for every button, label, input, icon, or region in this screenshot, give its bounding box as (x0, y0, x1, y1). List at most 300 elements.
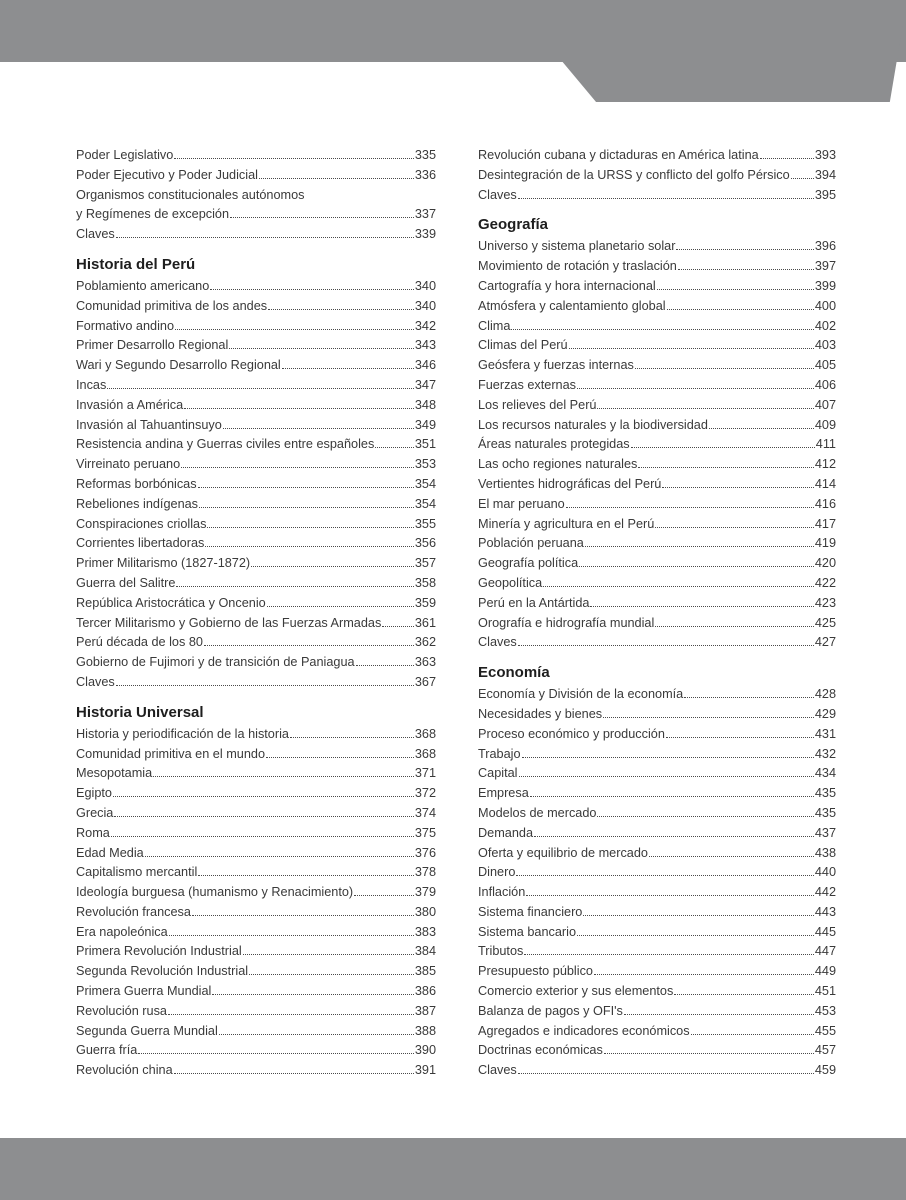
toc-entry-title: Geósfera y fuerzas internas (478, 358, 634, 373)
dot-leader (184, 408, 414, 409)
dot-leader (674, 994, 814, 995)
toc-entry-page: 353 (414, 457, 436, 472)
toc-entry-page: 337 (414, 207, 436, 222)
toc-entry-page: 354 (414, 476, 436, 491)
toc-entry-title: Comercio exterior y sus elementos (478, 984, 674, 999)
dot-leader (597, 816, 813, 817)
toc-entry-title: Comunidad primitiva de los andes (76, 298, 268, 313)
section-title-economia: Economía (478, 664, 550, 682)
dot-leader (604, 1053, 814, 1054)
dot-leader (113, 796, 414, 797)
toc-entry-title: Guerra del Salitre (76, 575, 176, 590)
toc-entry-title: Invasión a América (76, 397, 184, 412)
toc-entry-title: Sistema bancario (478, 924, 577, 939)
toc-entry (478, 257, 836, 277)
dot-leader (354, 895, 414, 896)
dot-leader (249, 974, 414, 975)
dot-leader (266, 757, 414, 758)
toc-entry (478, 166, 836, 186)
toc-entry-title: Revolución china (76, 1063, 173, 1078)
dot-leader (176, 586, 413, 587)
toc-entry (76, 784, 436, 804)
toc-entry-title: Balanza de pagos y OFI's (478, 1003, 623, 1018)
toc-entry-page: 340 (414, 278, 436, 293)
toc-entry-page: 437 (814, 825, 836, 840)
toc-entry (478, 903, 836, 923)
toc-entry-title: Era napoleónica (76, 924, 168, 939)
dot-leader (243, 954, 414, 955)
toc-entry (76, 534, 436, 554)
toc-entry (76, 166, 436, 186)
toc-entry-page: 397 (814, 259, 836, 274)
dot-leader (760, 158, 814, 159)
toc-entry-title: Proceso económico y producción (478, 726, 665, 741)
toc-entry (76, 574, 436, 594)
toc-entry-page: 342 (414, 318, 436, 333)
dot-leader (585, 546, 814, 547)
dot-leader (145, 856, 414, 857)
dot-leader (175, 329, 414, 330)
toc-entry (76, 297, 436, 317)
toc-entry (478, 356, 836, 376)
toc-entry-page: 368 (414, 746, 436, 761)
toc-entry-title: Movimiento de rotación y traslación (478, 259, 677, 274)
dot-leader (691, 1034, 814, 1035)
toc-entry-page: 417 (814, 516, 836, 531)
toc-entry (76, 1022, 436, 1042)
toc-entry-title: Poblamiento americano (76, 278, 210, 293)
toc-entry (478, 146, 836, 166)
toc-entry (76, 653, 436, 673)
toc-entry (76, 1002, 436, 1022)
toc-entry-page: 383 (414, 924, 436, 939)
toc-entry-page: 453 (814, 1003, 836, 1018)
dot-leader (638, 467, 813, 468)
dot-leader (107, 388, 414, 389)
toc-entry (478, 554, 836, 574)
toc-entry-page: 407 (814, 397, 836, 412)
toc-entry-title: Conspiraciones criollas (76, 516, 207, 531)
toc-entry-page: 358 (414, 575, 436, 590)
toc-entry-page: 348 (414, 397, 436, 412)
toc-entry-page: 362 (414, 635, 436, 650)
toc-entry-page: 431 (814, 726, 836, 741)
dot-leader (375, 447, 414, 448)
toc-entry-page: 356 (414, 536, 436, 551)
toc-entry (478, 336, 836, 356)
dot-leader (116, 237, 414, 238)
dot-leader (518, 645, 814, 646)
toc-entry-title: Vertientes hidrográficas del Perú (478, 476, 662, 491)
toc-entry (478, 376, 836, 396)
toc-entry (76, 942, 436, 962)
toc-entry-page: 423 (814, 595, 836, 610)
toc-entry-title: Universo y sistema planetario solar (478, 239, 676, 254)
toc-entry (76, 962, 436, 982)
toc-entry (76, 356, 436, 376)
toc-entry-title: Primera Guerra Mundial (76, 984, 212, 999)
toc-entry-page: 422 (814, 575, 836, 590)
toc-entry-page: 435 (814, 805, 836, 820)
toc-entry (76, 804, 436, 824)
toc-entry-title: y Regímenes de excepción (76, 207, 230, 222)
dot-leader (524, 954, 813, 955)
toc-entry-title: Invasión al Tahuantinsuyo (76, 417, 222, 432)
toc-entry-title: Tercer Militarismo y Gobierno de las Fuerzas Armadas (76, 615, 382, 630)
toc-entry (478, 1061, 836, 1081)
toc-entry-page: 440 (814, 865, 836, 880)
dot-leader (649, 856, 814, 857)
dot-leader (709, 428, 814, 429)
dot-leader (267, 606, 414, 607)
dot-leader (181, 467, 414, 468)
toc-entry-title: Perú década de los 80 (76, 635, 203, 650)
toc-entry-page: 378 (414, 865, 436, 880)
toc-entry-page: 388 (414, 1023, 436, 1038)
dot-leader (569, 348, 814, 349)
toc-entry-page: 374 (414, 805, 436, 820)
toc-entry-page: 351 (414, 437, 436, 452)
toc-entry-page: 412 (814, 457, 836, 472)
header-tab-shape (562, 0, 906, 102)
toc-entry-title: Roma (76, 825, 110, 840)
dot-leader (198, 487, 414, 488)
toc-entry-page: 447 (814, 944, 836, 959)
toc-entry-page: 419 (814, 536, 836, 551)
toc-entry-title: Presupuesto público (478, 964, 593, 979)
toc-entry-page: 355 (414, 516, 436, 531)
toc-entry-title: Cartografía y hora internacional (478, 278, 656, 293)
toc-entry (478, 416, 836, 436)
toc-entry-page: 380 (414, 904, 436, 919)
toc-entry (76, 336, 436, 356)
toc-entry-page: 386 (414, 984, 436, 999)
toc-entry (76, 844, 436, 864)
dot-leader (219, 1034, 414, 1035)
toc-entry-page: 359 (414, 595, 436, 610)
toc-entry-title: Áreas naturales protegidas (478, 437, 630, 452)
section-title-historia-universal: Historia Universal (76, 703, 204, 721)
toc-entry (478, 804, 836, 824)
toc-entry (76, 1061, 436, 1081)
toc-entry (76, 186, 436, 206)
toc-entry-page: 349 (414, 417, 436, 432)
toc-entry (478, 1002, 836, 1022)
dot-leader (174, 1073, 414, 1074)
dot-leader (153, 776, 414, 777)
dot-leader (597, 408, 813, 409)
toc-entry-title: Necesidades y bienes (478, 706, 603, 721)
toc-entry (478, 725, 836, 745)
toc-entry-page: 455 (814, 1023, 836, 1038)
toc-entry-title: Claves (76, 674, 115, 689)
toc-entry (76, 594, 436, 614)
toc-entry-page: 406 (814, 377, 836, 392)
toc-entry (76, 633, 436, 653)
economia-list (478, 685, 836, 1081)
toc-entry (76, 745, 436, 765)
dot-leader (590, 606, 813, 607)
toc-entry (76, 863, 436, 883)
toc-entry-title: Minería y agricultura en el Perú (478, 516, 655, 531)
toc-entry-page: 429 (814, 706, 836, 721)
toc-entry-title: Atmósfera y calentamiento global (478, 298, 666, 313)
toc-entry-page: 390 (414, 1043, 436, 1058)
toc-entry-title: Geografía política (478, 556, 579, 571)
toc-entry-title: Climas del Perú (478, 338, 568, 353)
geografia-list (478, 237, 836, 653)
toc-entry-page: 414 (814, 476, 836, 491)
dot-leader (282, 368, 414, 369)
section-title-geografia: Geografía (478, 216, 549, 234)
toc-entry (478, 396, 836, 416)
toc-entry (76, 475, 436, 495)
toc-entry-title: Historia y periodificación de la historia (76, 726, 289, 741)
toc-entry-page: 384 (414, 944, 436, 959)
dot-leader (534, 836, 814, 837)
dot-leader (635, 368, 814, 369)
toc-entry-title: Capital (478, 766, 518, 781)
toc-entry-page: 393 (814, 148, 836, 162)
toc-entry-page: 400 (814, 298, 836, 313)
toc-entry-page: 451 (814, 984, 836, 999)
toc-entry-title: Guerra fría (76, 1043, 138, 1058)
toc-entry (478, 534, 836, 554)
dot-leader (624, 1014, 814, 1015)
dot-leader (199, 507, 414, 508)
toc-entry-title: Los recursos naturales y la biodiversidad (478, 417, 708, 432)
dot-leader (382, 626, 414, 627)
toc-entry-page: 432 (814, 746, 836, 761)
dot-leader (594, 974, 814, 975)
toc-entry-title: Resistencia andina y Guerras civiles entre españoles (76, 437, 375, 452)
toc-entry-page: 347 (414, 377, 436, 392)
toc-entry-title: Geopolítica (478, 575, 543, 590)
toc-entry (478, 982, 836, 1002)
toc-entry-title: Reformas borbónicas (76, 476, 197, 491)
toc-entry (478, 277, 836, 297)
dot-leader (631, 447, 815, 448)
toc-entry-page: 387 (414, 1003, 436, 1018)
dot-leader (204, 645, 414, 646)
dot-leader (678, 269, 814, 270)
toc-entry (76, 554, 436, 574)
toc-entry (76, 317, 436, 337)
dot-leader (268, 309, 414, 310)
toc-entry (478, 863, 836, 883)
toc-entry-title: Las ocho regiones naturales (478, 457, 638, 472)
toc-entry (478, 844, 836, 864)
toc-entry-page: 379 (414, 885, 436, 900)
toc-entry (478, 495, 836, 515)
toc-entry-page: 367 (414, 674, 436, 689)
toc-entry (76, 923, 436, 943)
toc-entry (76, 376, 436, 396)
toc-entry (76, 146, 436, 166)
toc-entry-page: 354 (414, 496, 436, 511)
dot-leader (526, 895, 814, 896)
toc-entry (76, 824, 436, 844)
dot-leader (290, 737, 414, 738)
toc-entry-page: 405 (814, 358, 836, 373)
toc-entry (76, 903, 436, 923)
toc-entry (76, 435, 436, 455)
toc-entry (478, 455, 836, 475)
toc-entry-title: Orografía e hidrografía mundial (478, 615, 655, 630)
toc-entry-page: 361 (414, 615, 436, 630)
toc-entry-page: 416 (814, 496, 836, 511)
toc-entry (478, 764, 836, 784)
toc-entry-title: Clima (478, 318, 511, 333)
toc-entry-title: Wari y Segundo Desarrollo Regional (76, 358, 281, 373)
toc-entry (76, 764, 436, 784)
dot-leader (174, 158, 413, 159)
toc-left-column (76, 146, 436, 1081)
toc-entry-page: 459 (814, 1063, 836, 1078)
dot-leader (543, 586, 814, 587)
toc-entry (478, 1041, 836, 1061)
dot-leader (655, 527, 814, 528)
toc-entry (478, 962, 836, 982)
dot-leader (516, 875, 813, 876)
dot-leader (577, 935, 814, 936)
toc-entry (76, 1041, 436, 1061)
dot-leader (662, 487, 813, 488)
toc-entry-page: 371 (414, 766, 436, 781)
toc-entry-title: Claves (478, 635, 517, 650)
toc-entry-page: 457 (814, 1043, 836, 1058)
dot-leader (583, 915, 813, 916)
toc-entry-title: Sistema financiero (478, 904, 583, 919)
dot-leader (655, 626, 814, 627)
toc-entry (76, 883, 436, 903)
dot-leader (676, 249, 813, 250)
toc-entry-title: Edad Media (76, 845, 144, 860)
toc-entry-page: 402 (814, 318, 836, 333)
toc-entry-page: 336 (414, 167, 436, 182)
toc-entry-title: Capitalismo mercantil (76, 865, 198, 880)
toc-entry (76, 225, 436, 245)
toc-entry (478, 297, 836, 317)
toc-entry-page: 372 (414, 786, 436, 801)
dot-leader (168, 1014, 414, 1015)
toc-entry-title: Claves (76, 227, 115, 242)
toc-entry-page: 403 (814, 338, 836, 353)
toc-entry-page: 438 (814, 845, 836, 860)
toc-entry-page: 434 (814, 766, 836, 781)
dot-leader (666, 737, 814, 738)
toc-entry (76, 277, 436, 297)
dot-leader (356, 665, 414, 666)
toc-entry-title: Segunda Revolución Industrial (76, 964, 249, 979)
toc-entry-page: 445 (814, 924, 836, 939)
toc-entry-page: 346 (414, 358, 436, 373)
dot-leader (259, 178, 414, 179)
toc-entry-title: Primer Desarrollo Regional (76, 338, 229, 353)
dot-leader (111, 836, 414, 837)
toc-entry (478, 614, 836, 634)
toc-entry-page: 335 (414, 148, 436, 162)
dot-leader (138, 1053, 413, 1054)
toc-entry (76, 614, 436, 634)
toc-entry-title: Población peruana (478, 536, 584, 551)
toc-entry-page: 435 (814, 786, 836, 801)
toc-entry-title: Doctrinas económicas (478, 1043, 603, 1058)
dot-leader (566, 507, 814, 508)
toc-entry (478, 685, 836, 705)
dot-leader (230, 217, 414, 218)
toc-entry (478, 317, 836, 337)
dot-leader (116, 685, 414, 686)
toc-entry-title: Empresa (478, 786, 529, 801)
toc-entry-title: Fuerzas externas (478, 377, 577, 392)
toc-entry-title: Poder Legislativo (76, 148, 174, 162)
toc-entry-title: Comunidad primitiva en el mundo (76, 746, 265, 761)
historia-peru-list (76, 277, 436, 693)
toc-entry (478, 784, 836, 804)
toc-entry-page: 443 (814, 904, 836, 919)
toc-entry-page: 449 (814, 964, 836, 979)
toc-entry (478, 186, 836, 206)
toc-entry-page: 391 (414, 1063, 436, 1078)
toc-entry-title: Revolución rusa (76, 1003, 167, 1018)
toc-entry-title: Grecia (76, 805, 114, 820)
toc-entry (478, 705, 836, 725)
toc-entry-title: Los relieves del Perú (478, 397, 597, 412)
toc-entry-page: 409 (814, 417, 836, 432)
toc-entry-page: 376 (414, 845, 436, 860)
dot-leader (207, 527, 413, 528)
dot-leader (603, 717, 814, 718)
toc-entry (478, 883, 836, 903)
toc-entry-page: 399 (814, 278, 836, 293)
toc-entry-title: Formativo andino (76, 318, 175, 333)
toc-entry-title: Tributos (478, 944, 524, 959)
dot-leader (192, 915, 414, 916)
toc-entry-page: 428 (814, 687, 836, 702)
toc-entry-title: Economía y División de la economía (478, 687, 684, 702)
toc-entry (478, 923, 836, 943)
toc-entry (478, 942, 836, 962)
toc-entry-title: Revolución francesa (76, 904, 191, 919)
toc-entry-title: Trabajo (478, 746, 521, 761)
toc-entry-page: 396 (814, 239, 836, 254)
toc-entry (76, 725, 436, 745)
toc-entry-page: 442 (814, 885, 836, 900)
toc-entry-title: Virreinato peruano (76, 457, 181, 472)
toc-entry (76, 416, 436, 436)
toc-entry-title: Modelos de mercado (478, 805, 597, 820)
toc-entry-page: 343 (414, 338, 436, 353)
dot-leader (198, 875, 414, 876)
toc-entry-title: Egipto (76, 786, 112, 801)
dot-leader (791, 178, 814, 179)
toc-entry-title: Dinero (478, 865, 516, 880)
toc-entry-title: Gobierno de Fujimori y de transición de Paniagua (76, 655, 355, 670)
dot-leader (577, 388, 814, 389)
toc-entry-title: Mesopotamia (76, 766, 153, 781)
toc-entry-page: 420 (814, 556, 836, 571)
toc-entry (76, 455, 436, 475)
toc-entry-page: 339 (414, 227, 436, 242)
toc-entry-page: 357 (414, 556, 436, 571)
toc-entry-title: Oferta y equilibrio de mercado (478, 845, 648, 860)
toc-entry (478, 1022, 836, 1042)
dot-leader (210, 289, 414, 290)
dot-leader (684, 697, 814, 698)
toc-entry-title: Primera Revolución Industrial (76, 944, 242, 959)
toc-entry-title: Demanda (478, 825, 534, 840)
